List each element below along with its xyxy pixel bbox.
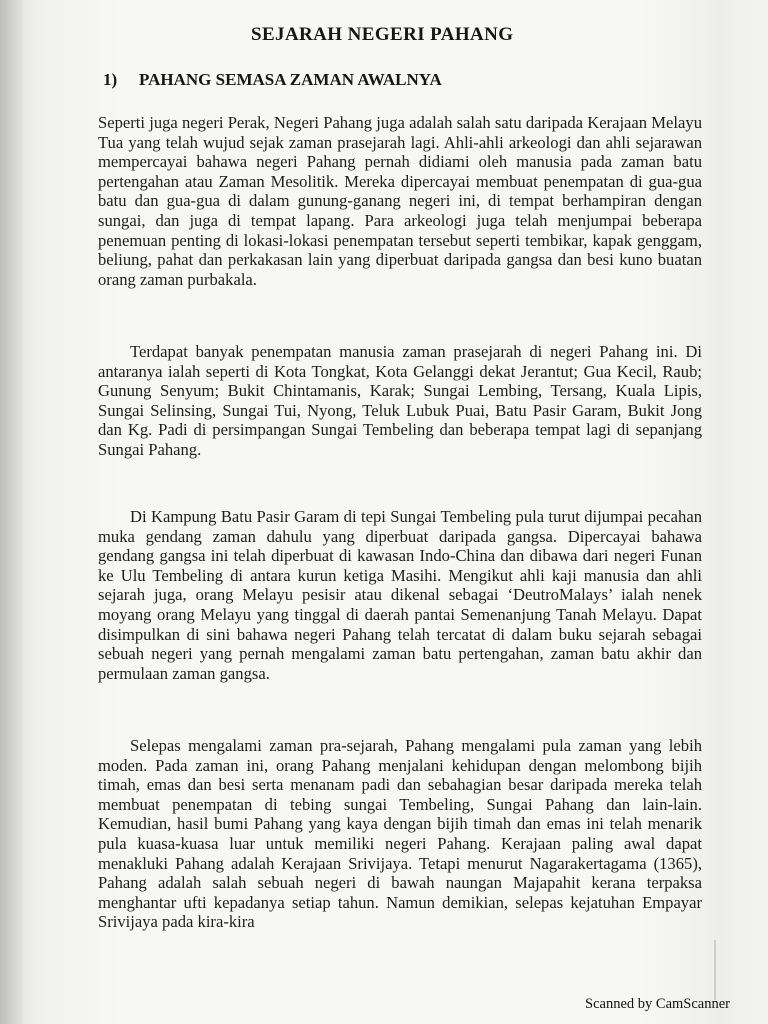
paragraph-2: Terdapat banyak penempatan manusia zaman prasejarah di negeri Pahang ini. Di antaranya ialah seperti di Kota Tongkat, Kota Gelanggi dekat Jerantut; Gua Kecil, Raub; Gunung Senyum; Bukit Chintamanis, Karak; Sungai Lembing, Tersang, Kuala Lipis, Sungai Selinsing, Sungai Tui, Nyong, Teluk Lubuk Puai, Batu Pasir Garam, Bukit Jong dan Kg. Padi di persimpangan Sungai Tembeling dan beberapa tempat lagi di sepanjang Sungai Pahang. [98, 342, 702, 459]
section-number: 1) [103, 70, 118, 89]
paragraph-4: Selepas mengalami zaman pra-sejarah, Pahang mengalami pula zaman yang lebih moden. Pada zaman ini, orang Pahang menjalani kehidupan dengan melombong bijih timah, emas dan besi serta menanam padi dan sebahagian besar daripada mereka telah membuat penempatan di tebing sungai Tembeling, Sungai Pahang dan lain-lain. Kemudian, hasil bumi Pahang yang kaya dengan bijih timah dan emas ini telah menarik pula kuasa-kuasa luar untuk memiliki negeri Pahang. Kerajaan paling awal dapat menakluki Pahang adalah Kerajaan Srivijaya. Tetapi menurut Nagarakertagama (1365), Pahang adalah salah sebuah negeri di bawah naungan Majapahit kerana terpaksa menghantar ufti kepadanya setiap tahun. Namun demikian, selepas kejatuhan Empayar Srivijaya pada kira-kira [98, 736, 702, 932]
page-edge-mark [714, 940, 716, 1000]
scanner-watermark: Scanned by CamScanner [585, 996, 730, 1012]
paragraph-1: Seperti juga negeri Perak, Negeri Pahang juga adalah salah satu daripada Kerajaan Melayu Tua yang telah wujud sejak zaman prasejarah lagi. Ahli-ahli arkeologi dan ahli sejarawan mempercayai bahawa negeri Pahang pernah didiami oleh manusia pada zaman batu pertengahan atau Zaman Mesolitik. Mereka dipercayai membuat penempatan di gua-gua batu dan gua-gua di dalam gunung-ganang negeri ini, di tempat berhampiran dengan sungai, dan juga di tempat lapang. Para arkeologi juga telah menjumpai beberapa penemuan penting di lokasi-lokasi penempatan tersebut seperti tembikar, kapak genggam, beliung, pahat dan perkakasan lain yang diperbuat daripada gangsa dan besi kuno buatan orang zaman purbakala. [98, 113, 702, 289]
section-heading-text: PAHANG SEMASA ZAMAN AWALNYA [139, 70, 442, 89]
document-title: SEJARAH NEGERI PAHANG [251, 24, 514, 45]
page-spine-shadow [0, 0, 22, 1024]
section-heading [103, 70, 442, 90]
paragraph-3: Di Kampung Batu Pasir Garam di tepi Sungai Tembeling pula turut dijumpai pecahan muka gendang zaman dahulu yang diperbuat daripada gangsa. Dipercayai bahawa gendang gangsa ini telah diperbuat di kawasan Indo-China dan dibawa dari negeri Funan ke Ulu Tembeling di antara kurun ketiga Masihi. Mengikut ahli kaji manusia dan ahli sejarah juga, orang Melayu pesisir atau dikenal sebagai ‘DeutroMalays’ ialah nenek moyang orang Melayu yang tinggal di daerah pantai Semenanjung Tanah Melayu. Dapat disimpulkan di sini bahawa negeri Pahang telah tercatat di dalam buku sejarah sebagai sebuah negeri yang pernah mengalami zaman batu pertengahan, zaman batu akhir dan permulaan zaman gangsa. [98, 507, 702, 683]
